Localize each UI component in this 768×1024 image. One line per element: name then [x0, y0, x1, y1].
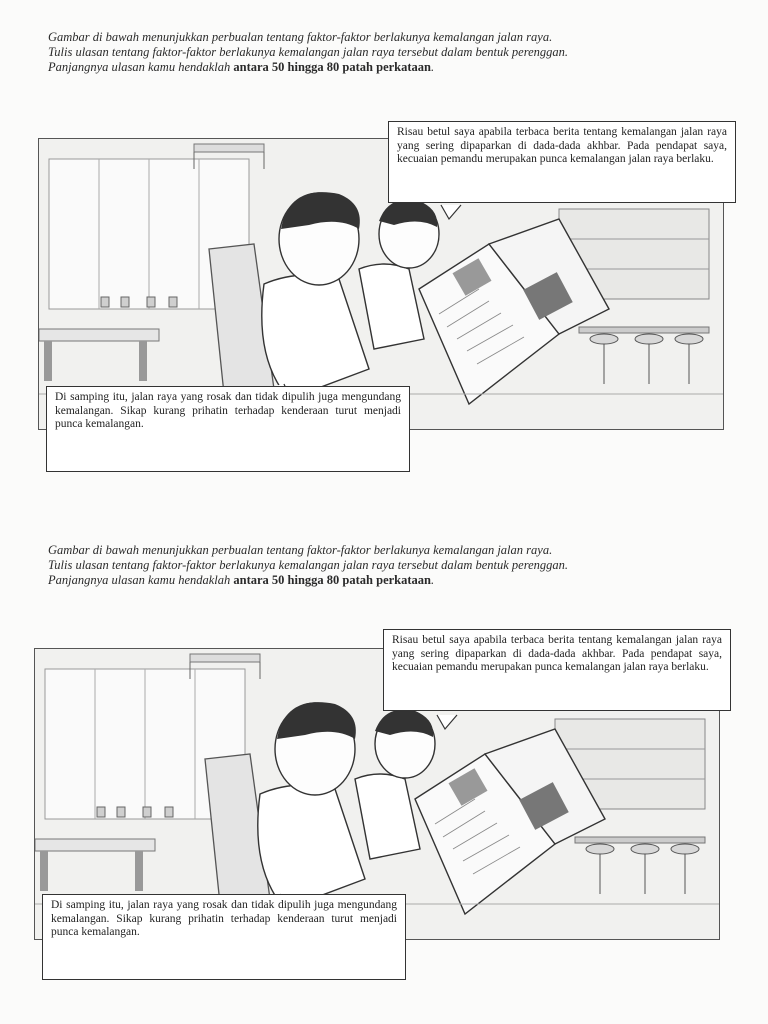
- word-count-requirement: antara 50 hingga 80 patah perkataan: [233, 60, 431, 74]
- instructions: [48, 543, 748, 588]
- instruction-line-3-suffix: .: [431, 573, 435, 587]
- instruction-line-3-prefix: Panjangnya ulasan kamu hendaklah: [48, 573, 234, 587]
- speech-bubble-top: Risau betul saya apabila terbaca berita tentang kemalangan jalan raya yang sering dipaparkan di dada-dada akhbar. Pada pendapat saya, kecuaian pemandu merupakan punca kemalangan jalan raya berlaku.: [388, 121, 736, 203]
- speech-bubble-bottom: Di samping itu, jalan raya yang rosak dan tidak dipulih juga mengundang kemalangan. Sikap kurang prihatin terhadap kenderaan turut menjadi punca kemalangan.: [46, 386, 410, 472]
- instructions: [48, 30, 748, 75]
- instruction-line-1: Gambar di bawah menunjukkan perbualan tentang faktor-faktor berlakunya kemalangan jalan raya.: [48, 30, 553, 44]
- worksheet-page-2: [0, 512, 768, 1024]
- speech-bubble-bottom: Di samping itu, jalan raya yang rosak dan tidak dipulih juga mengundang kemalangan. Sikap kurang prihatin terhadap kenderaan turut menjadi punca kemalangan.: [42, 894, 406, 980]
- instruction-line-2: Tulis ulasan tentang faktor-faktor berlakunya kemalangan jalan raya tersebut dalam bentuk perenggan.: [48, 45, 569, 59]
- instruction-line-3: [48, 573, 748, 588]
- instruction-line-3-prefix: Panjangnya ulasan kamu hendaklah: [48, 60, 234, 74]
- instruction-line-2: Tulis ulasan tentang faktor-faktor berlakunya kemalangan jalan raya tersebut dalam bentuk perenggan.: [48, 558, 569, 572]
- instruction-line-3-suffix: .: [431, 60, 435, 74]
- instruction-line-3: [48, 60, 748, 75]
- word-count-requirement: antara 50 hingga 80 patah perkataan: [233, 573, 431, 587]
- speech-bubble-top: Risau betul saya apabila terbaca berita tentang kemalangan jalan raya yang sering dipaparkan di dada-dada akhbar. Pada pendapat saya, kecuaian pemandu merupakan punca kemalangan jalan raya berlaku.: [383, 629, 731, 711]
- instruction-line-1: Gambar di bawah menunjukkan perbualan tentang faktor-faktor berlakunya kemalangan jalan raya.: [48, 543, 553, 557]
